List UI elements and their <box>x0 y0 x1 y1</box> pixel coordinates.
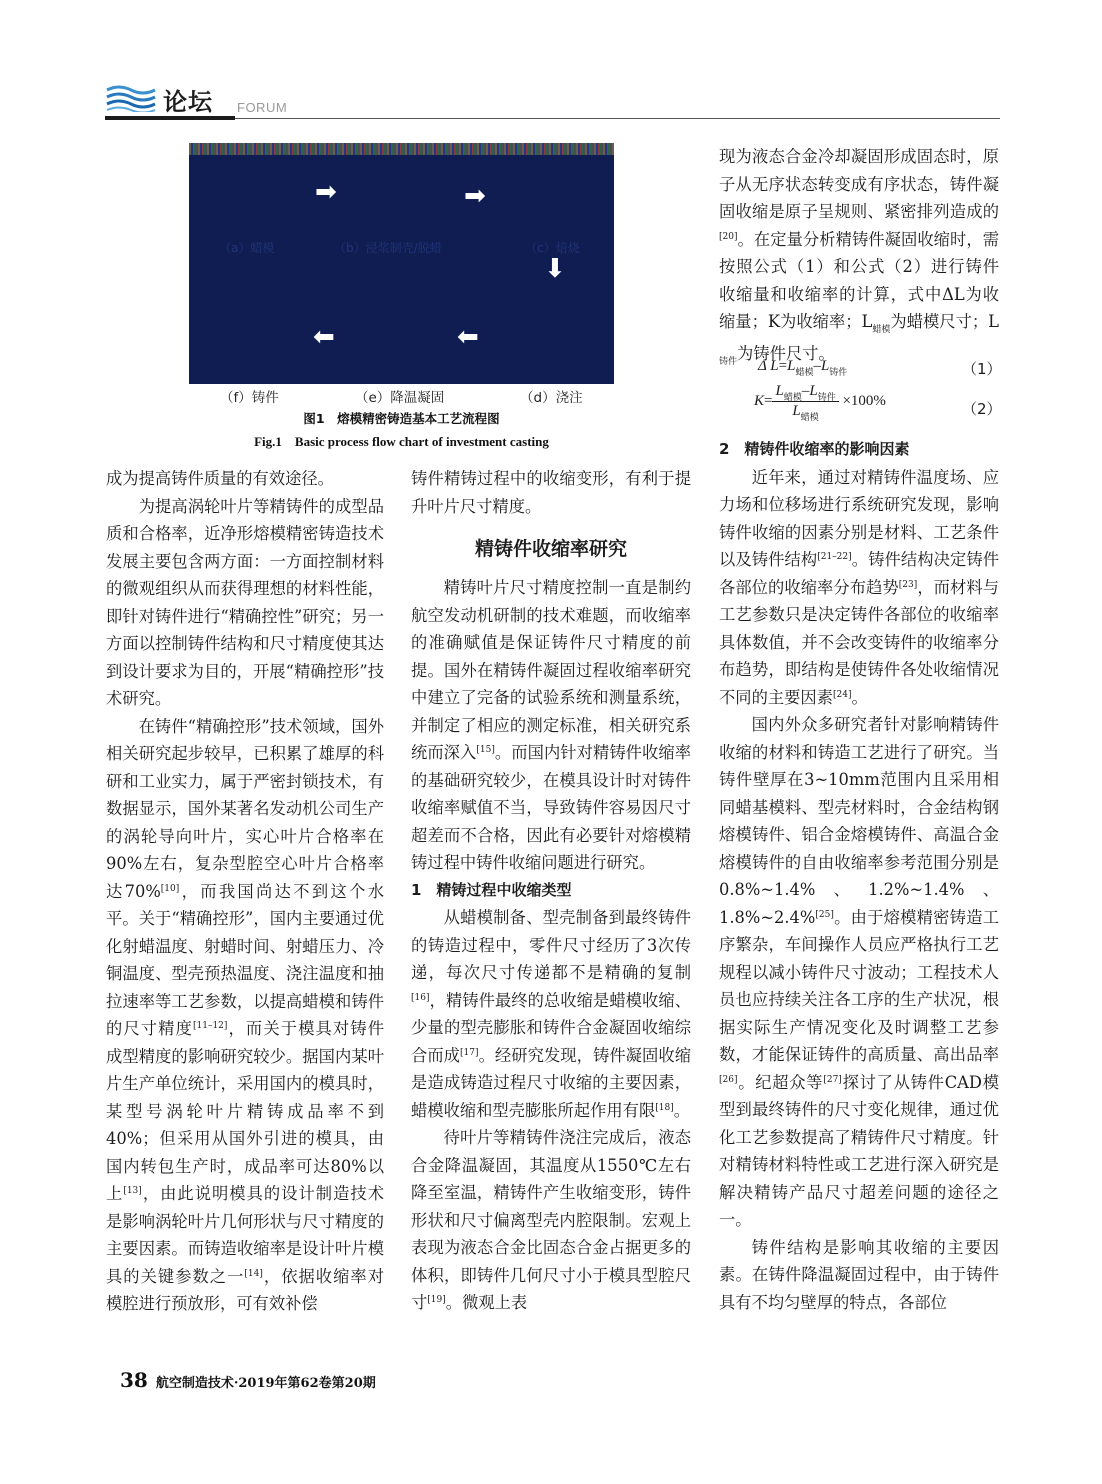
paragraph: 精铸叶片尺寸精度控制一直是制约航空发动机研制的技术难题，而收缩率的准确赋值是保证铸件尺寸精度的前提。国外在精铸件凝固过程收缩率研究中建立了完备的试验系统和测量系统，并制定了相应的测定标准，相关研究系统而深入[15]。而国内针对精铸件收缩率的基础研究较少，在模具设计时对铸件收缩率赋值不当，导致铸件容易因尺寸超差而不合格，因此有必要针对熔模精铸过程中铸件收缩问题进行研究。 <box>411 578 691 872</box>
citation: [19] <box>427 1295 446 1305</box>
paragraph: 铸件精铸过程中的收缩变形，有利于提升叶片尺寸精度。 <box>411 469 691 516</box>
column-2 <box>411 465 691 1317</box>
citation: [26] <box>719 1074 738 1085</box>
citation: [20] <box>719 231 738 242</box>
paragraph: 为提高涡轮叶片等精铸件的成型品质和合格率，近净形熔模精密铸造技术发展主要包含两方面：一方面控制材料的微观组织从而获得理想的材料性能，即针对铸件进行“精确控性”研究；另一方面以控制铸件结构和尺寸精度使其达到设计要求为目的，开展“精确控形”技术研究。 <box>106 496 384 708</box>
subsection-heading: 2 精铸件收缩率的影响因素 <box>719 440 910 458</box>
arrow-right-icon: ➡ <box>464 181 486 211</box>
faint-label-c: （c）焙烧 <box>525 241 580 255</box>
figure-caption-cn: 图1 熔模精密铸造基本工艺流程图 <box>303 411 500 426</box>
waves-logo-icon <box>105 82 161 112</box>
citation: [17] <box>460 1047 479 1058</box>
paragraph: 从蜡模制备、型壳制备到最终铸件的铸造过程中，零件尺寸经历了3次传递，每次尺寸传递都不是精确的复制[16]，精铸件最终的总收缩是蜡模收缩、少量的型壳膨胀和铸件合金凝固收缩综合而成[17]。经研究发现，铸件凝固收缩是造成铸造过程尺寸收缩的主要因素，蜡模收缩和型壳膨胀所起作用有限[18]。 <box>411 908 691 1120</box>
equation-1: Δ $L=L_{蜡模}-L_{铸件}$ <box>758 358 848 378</box>
header-rule-thin <box>235 118 1000 119</box>
section-header <box>105 78 1000 122</box>
section-title-en: FORUM <box>237 100 288 115</box>
column-3-bottom <box>719 436 999 1316</box>
page-number: 38 <box>120 1368 148 1392</box>
figure-label-e: （e）降温凝固 <box>355 390 445 406</box>
header-rule-thick <box>105 116 235 120</box>
arrow-down-icon: ⬇ <box>544 254 566 284</box>
faint-label-a: （a）蜡模 <box>219 241 275 255</box>
equation-2-number: （2） <box>962 400 1002 418</box>
citation: [24] <box>832 689 852 700</box>
figure-image <box>189 143 614 384</box>
citation: [21–22] <box>817 552 852 562</box>
paragraph: 成为提高铸件质量的有效途径。 <box>106 469 334 488</box>
paragraph: 国内外众多研究者针对影响精铸件收缩的材料和铸造工艺进行了研究。当铸件壁厚在3~10mm范围内且采用相同蜡基模料、型壳材料时，合金结构钢熔模铸件、铝合金熔模铸件、高温合金熔模铸件的自由收缩率参考范围分别是0.8%~1.4%、1.2%~1.4%、1.8%~2.4%[25]。由于熔模精密铸造工序繁杂，车间操作人员应严格执行工艺规程以减小铸件尺寸波动；工程技术人员也应持续关注各工序的生产状况，根据实际生产情况变化及时调整工艺参数，才能保证铸件的高质量、高出品率[26]。纪超众等[27]探讨了从铸件CAD模型到最终铸件的尺寸变化规律，通过优化工艺参数提高了精铸件尺寸精度。针对精铸材料特性或工艺进行深入研究是解决精铸产品尺寸超差问题的途径之一。 <box>719 715 999 1229</box>
arrow-left-icon: ⬅ <box>313 322 335 352</box>
section-heading: 精铸件收缩率研究 <box>474 538 627 560</box>
column-1 <box>106 465 384 1318</box>
section-title-cn: 论坛 <box>163 88 213 116</box>
journal-info: 航空制造技术·2019年第62卷第20期 <box>155 1376 376 1391</box>
faint-label-b: （b）浸浆制壳/脱蜡 <box>334 241 442 255</box>
column-3-top <box>719 143 999 371</box>
citation: [16] <box>411 992 430 1003</box>
citation: [11–12] <box>192 1021 228 1031</box>
citation: [27] <box>823 1074 842 1085</box>
figure-caption-en: Fig.1 Basic process flow chart of investment casting <box>254 434 549 449</box>
citation: [13] <box>123 1186 142 1196</box>
citation: [23] <box>898 579 918 590</box>
figure-label-d: （d）浇注 <box>520 390 583 406</box>
figure-label-f: （f）铸件 <box>220 390 279 406</box>
citation: [25] <box>815 909 834 920</box>
citation: [18] <box>655 1102 674 1113</box>
paragraph: 铸件结构是影响其收缩的主要因素。在铸件降温凝固过程中，由于铸件具有不均匀壁厚的特点，各部位 <box>719 1237 999 1312</box>
paragraph: 在铸件“精确控形”技术领域，国外相关研究起步较早，已积累了雄厚的科研和工业实力，属于严密封锁技术，有数据显示，国外某著名发动机公司生产的涡轮导向叶片，实心叶片合格率在90%左右，复杂型腔空心叶片合格率达70%[10]，而我国尚达不到这个水平。关于“精确控形”，国内主要通过优化射蜡温度、射蜡时间、射蜡压力、冷铜温度、型壳预热温度、浇注温度和抽拉速率等工艺参数，以提高蜡模和铸件的尺寸精度[11–12]，而关于模具对铸件成型精度的影响研究较少。据国内某叶片生产单位统计，采用国内的模具时，某型号涡轮叶片精铸成品率不到40%；但采用从国外引进的模具，由国内转包生产时，成品率可达80%以上[13]，由此说明模具的设计制造技术是影响涡轮叶片几何形状与尺寸精度的主要因素。而铸造收缩率是设计叶片模具的关键参数之一[14]，依据收缩率对模腔进行预放形，可有效补偿 <box>106 716 384 1313</box>
paragraph: 近年来，通过对精铸件温度场、应力场和位移场进行系统研究发现，影响铸件收缩的因素分别是材料、工艺条件以及铸件结构[21–22]。铸件结构决定铸件各部位的收缩率分布趋势[23]，而材料与工艺参数只是决定铸件各部位的收缩率具体数值，并不会改变铸件的收缩率分布趋势，即结构是使铸件各处收缩情况不同的主要因素[24]。 <box>719 467 999 707</box>
equation-1-number: （1） <box>962 360 1002 378</box>
citation: [14] <box>244 1268 263 1279</box>
paragraph: 待叶片等精铸件浇注完成后，液态合金降温凝固，其温度从1550℃左右降至室温，精铸件产生收缩变形，铸件形状和尺寸偏离型壳内腔限制。宏观上表现为液态合金比固态合金占据更多的体积，即铸件几何尺寸小于模具型腔尺寸[19]。微观上表 <box>411 1128 691 1312</box>
citation: [15] <box>476 745 495 755</box>
citation: [10] <box>160 883 180 894</box>
equation-2: K= $\frac{L_{蜡模}-L_{铸件}}{L_{蜡模}}$ ×100% <box>754 383 886 423</box>
subsection-heading: 1 精铸过程中收缩类型 <box>411 880 572 899</box>
arrow-right-icon: ➡ <box>315 177 337 207</box>
figure-noise-strip <box>189 143 614 155</box>
page-footer <box>120 1368 376 1392</box>
arrow-left-icon: ⬅ <box>457 322 479 352</box>
paragraph: 现为液态合金冷却凝固形成固态时，原子从无序状态转变成有序状态，铸件凝固收缩是原子呈规则、紧密排列造成的[20]。在定量分析精铸件凝固收缩时，需按照公式（1）和公式（2）进行铸件收缩量和收缩率的计算，式中ΔL为收缩量；K为收缩率；$L_{蜡模}$为蜡模尺寸；$L_{铸件}$为铸件尺寸。 <box>719 147 999 367</box>
